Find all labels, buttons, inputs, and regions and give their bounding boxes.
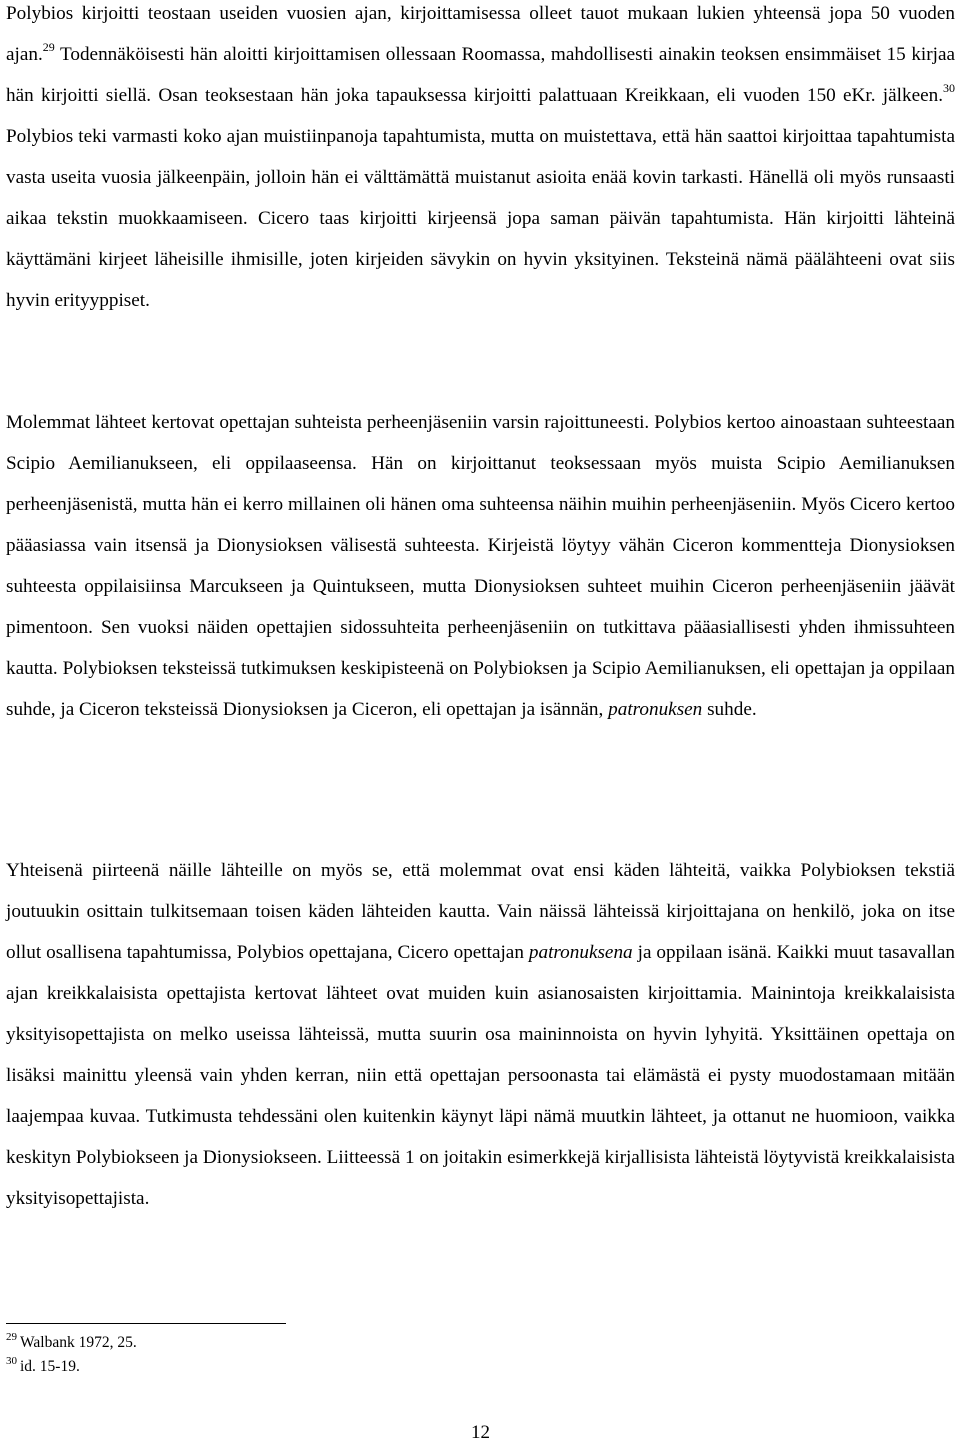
paragraph-3-text-b: ja oppilaan isänä. Kaikki muut tasavallan ajan kreikkalaisista opettajista kertovat lähteet ovat muiden kuin asianosaisten kirjoittamia. Mainintoja kreikkalaisista yksityisopettajista on melko useissa lähteissä, mutta suurin osa maininnoista on hyvin lyhyitä. Yksittäinen opettaja on lisäksi mainittu yleensä vain yhden kerran, niin että opettajan persoonasta tai elämästä ei pysty muodostamaan mitään laajempaa kuvaa. Tutkimusta tehdessäni olen kuitenkin käynyt läpi nämä muutkin lähteet, ja ottanut ne huomioon, vaikka keskityn Polybiokseen ja Dionysiokseen. Liitteessä 1 on joitakin esimerkkejä kirjallisista lähteistä löytyvistä kreikkalaisista yksityisopettajista. [6, 942, 955, 1209]
footnote-text: Walbank 1972, 25. [20, 1334, 137, 1351]
italic-term-patronuksena: patronuksena [528, 942, 633, 963]
paragraph-2-text-b: suhde. [702, 699, 757, 720]
footnote-ref-29[interactable]: 29 [42, 40, 55, 54]
body-paragraph-2 [6, 402, 955, 730]
footnote-text: id. 15-19. [20, 1358, 80, 1375]
paragraph-2-text-a: Molemmat lähteet kertovat opettajan suhteista perheenjäseniin varsin rajoittuneesti. Polybios kertoo ainoastaan suhteestaan Scipio Aemilianukseen, eli oppilaaseensa. Hän on kirjoittanut teoksessaan myös muista Scipio Aemilianuksen perheenjäsenistä, mutta hän ei kerro millainen oli hänen oma suhteensa näihin muihin perheenjäseniin. Myös Cicero kertoo pääasiassa vain itsensä ja Dionysioksen välisestä suhteesta. Kirjeistä löytyy vähän Ciceron kommentteja Dionysioksen suhteesta oppilaisiinsa Marcukseen ja Quintukseen, mutta Dionysioksen suhteet muihin Ciceron perheenjäseniin jäävät pimentoon. Sen vuoksi näiden opettajien sidossuhteita perheenjäseniin on tutkittava pääasiallisesti yhden ihmissuhteen kautta. Polybioksen teksteissä tutkimuksen keskipisteenä on Polybioksen ja Scipio Aemilianuksen, eli opettajan ja oppilaan suhde, ja Ciceron teksteissä Dionysioksen ja Ciceron, eli opettajan ja isännän, [6, 412, 955, 720]
page-number: 12 [471, 1422, 490, 1443]
footnote-separator [6, 1323, 286, 1324]
paragraph-1-text-b: Todennäköisesti hän aloitti kirjoittamisen ollessaan Roomassa, mahdollisesti ainakin teoksen ensimmäiset 15 kirjaa hän kirjoitti siellä. Osan teoksestaan hän joka tapauksessa kirjoitti palattuaan Kreikkaan, eli vuoden 150 eKr. jälkeen. [6, 44, 955, 106]
paragraph-1-text-a: Polybios kirjoitti teostaan useiden vuosien ajan, kirjoittamisessa olleet tauot mukaan lukien yhteensä jopa 50 vuoden ajan. [6, 3, 955, 65]
paragraph-3-text-a: Yhteisenä piirteenä näille lähteille on myös se, että molemmat ovat ensi käden lähteitä, vaikka Polybioksen tekstiä joutuukin osittain tulkitsemaan toisen käden lähteiden kautta. Vain näissä lähteissä kirjoittajana on henkilö, joka on itse ollut osallisena tapahtumissa, Polybios opettajana, Cicero opettajan [6, 860, 955, 963]
paragraph-1-text-c: Polybios teki varmasti koko ajan muistiinpanoja tapahtumista, mutta on muistettava, että hän saattoi kirjoittaa tapahtumista vasta useita vuosia jälkeenpäin, jolloin hän ei välttämättä muistanut asioita enää kovin tarkasti. Hänellä oli myös runsaasti aikaa tekstin muokkaamiseen. Cicero taas kirjoitti kirjeensä jopa saman päivän tapahtumista. Hän kirjoitti lähteinä käyttämäni kirjeet läheisille ihmisille, joten kirjeiden sävykin on hyvin yksityinen. Teksteinä nämä päälähteeni ovat siis hyvin erityyppiset. [6, 126, 955, 311]
footnote-30 [6, 1355, 955, 1379]
body-paragraph-1 [6, 0, 955, 321]
footnote-number: 30 [6, 1355, 17, 1367]
footnote-number: 29 [6, 1331, 17, 1343]
footnotes [6, 1331, 955, 1379]
footnote-ref-30[interactable]: 30 [943, 81, 955, 95]
footnote-29 [6, 1331, 955, 1355]
body-paragraph-3 [6, 850, 955, 1219]
italic-term-patronuksen: patronuksen [608, 699, 703, 720]
